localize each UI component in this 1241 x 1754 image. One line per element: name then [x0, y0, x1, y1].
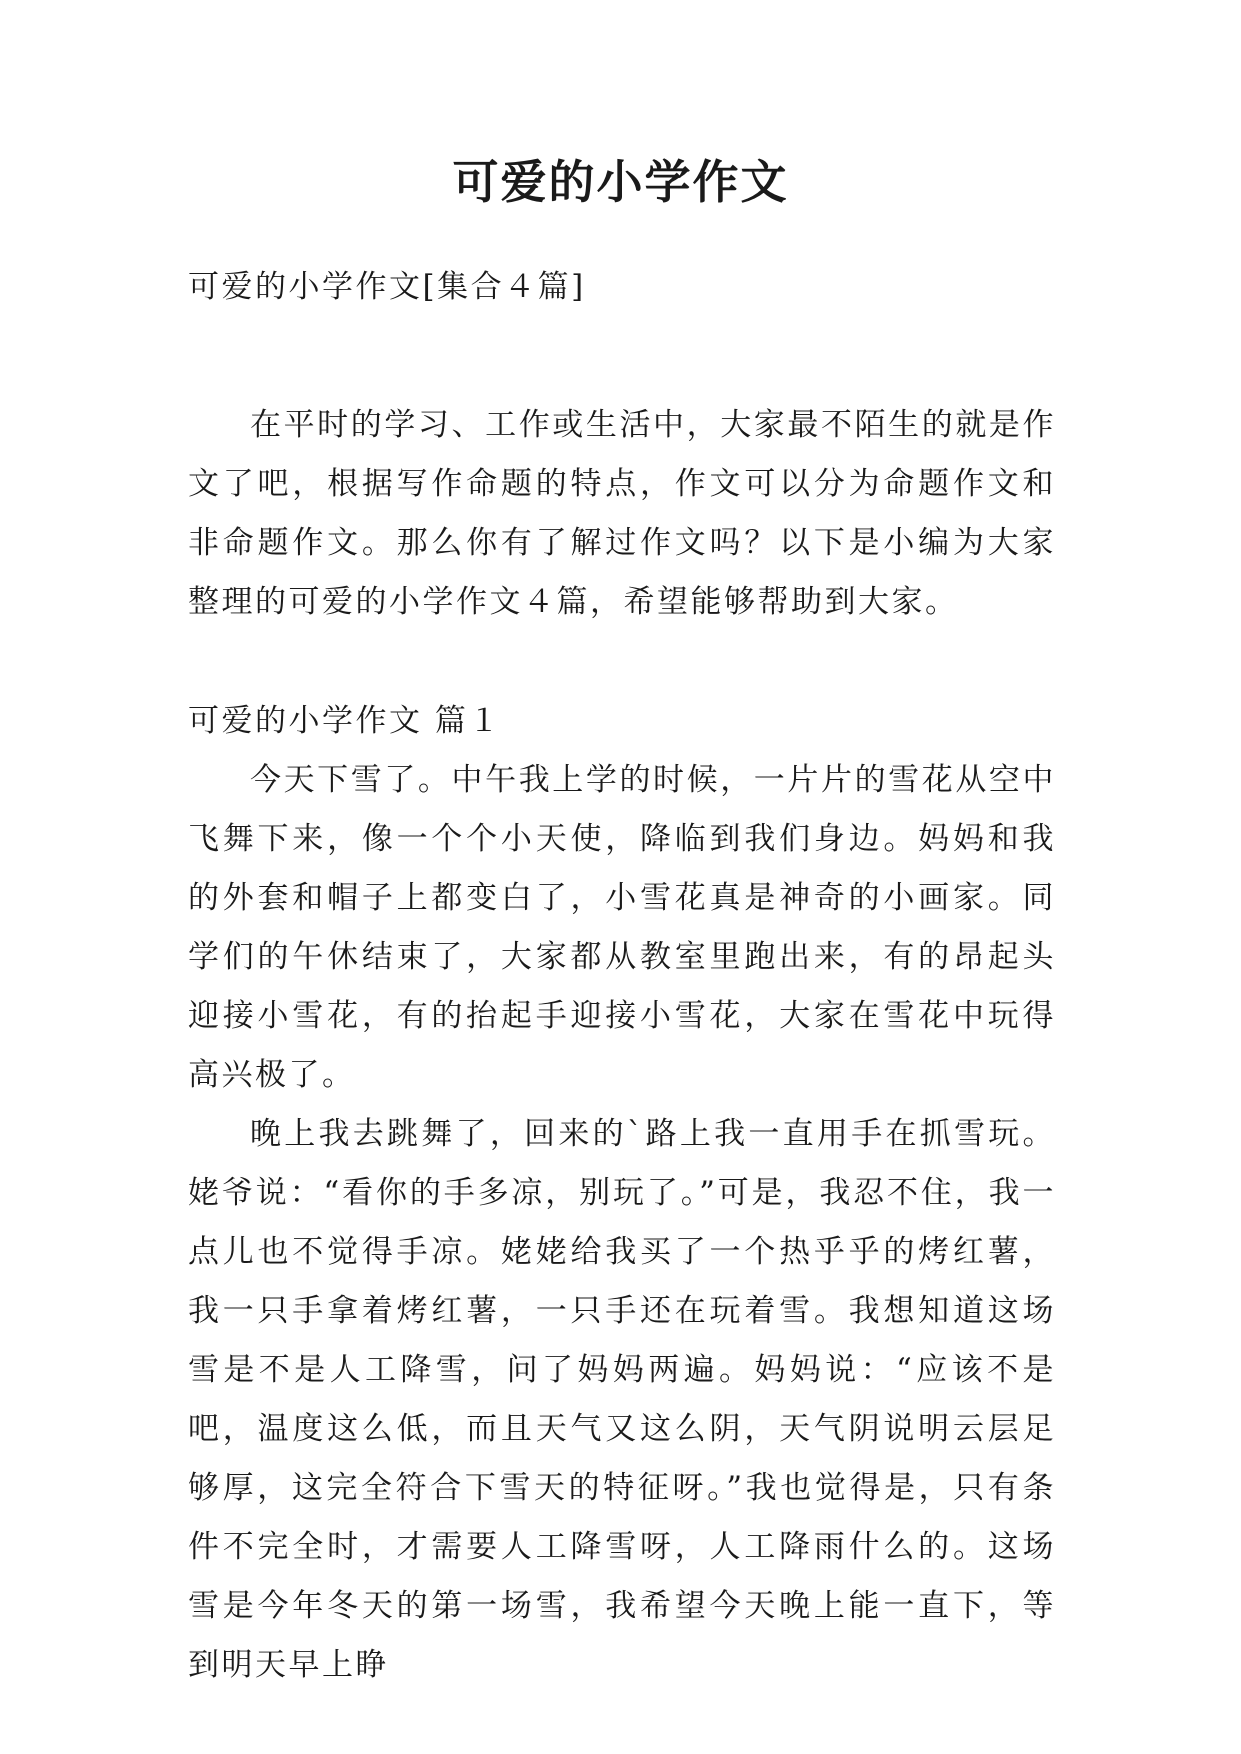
body-paragraph-1: 今天下雪了。中午我上学的时候，一片片的雪花从空中飞舞下来，像一个个小天使，降临到我们身边。妈妈和我的外套和帽子上都变白了，小雪花真是神奇的小画家。同学们的午休结束了，大家都从教室里跑出来，有的昂起头迎接小雪花，有的抬起手迎接小雪花，大家在雪花中玩得高兴极了。 [188, 762, 1056, 1093]
document-title: 可爱的小学作文 [452, 155, 789, 209]
section-heading: 可爱的小学作文 篇１ [188, 703, 502, 739]
document-subtitle: 可爱的小学作文[集合４篇] [188, 269, 586, 305]
intro-paragraph: 在平时的学习、工作或生活中，大家最不陌生的就是作文了吧，根据写作命题的特点，作文可以分为命题作文和非命题作文。那么你有了解过作文吗？以下是小编为大家整理的可爱的小学作文４篇，希望能够帮助到大家。 [188, 407, 1056, 620]
document-body [188, 258, 1056, 1695]
body-paragraph-2: 晚上我去跳舞了，回来的`路上我一直用手在抓雪玩。姥爷说：“看你的手多凉，别玩了。”可是，我忍不住，我一点儿也不觉得手凉。姥姥给我买了一个热乎乎的烤红薯，我一只手拿着烤红薯，一只手还在玩着雪。我想知道这场雪是不是人工降雪，问了妈妈两遍。妈妈说：“应该不是吧，温度这么低，而且天气又这么阴，天气阴说明云层足够厚，这完全符合下雪天的特征呀。”我也觉得是，只有条件不完全时，才需要人工降雪呀，人工降雨什么的。这场雪是今年冬天的第一场雪，我希望今天晚上能一直下，等到明天早上睁 [188, 1116, 1056, 1683]
